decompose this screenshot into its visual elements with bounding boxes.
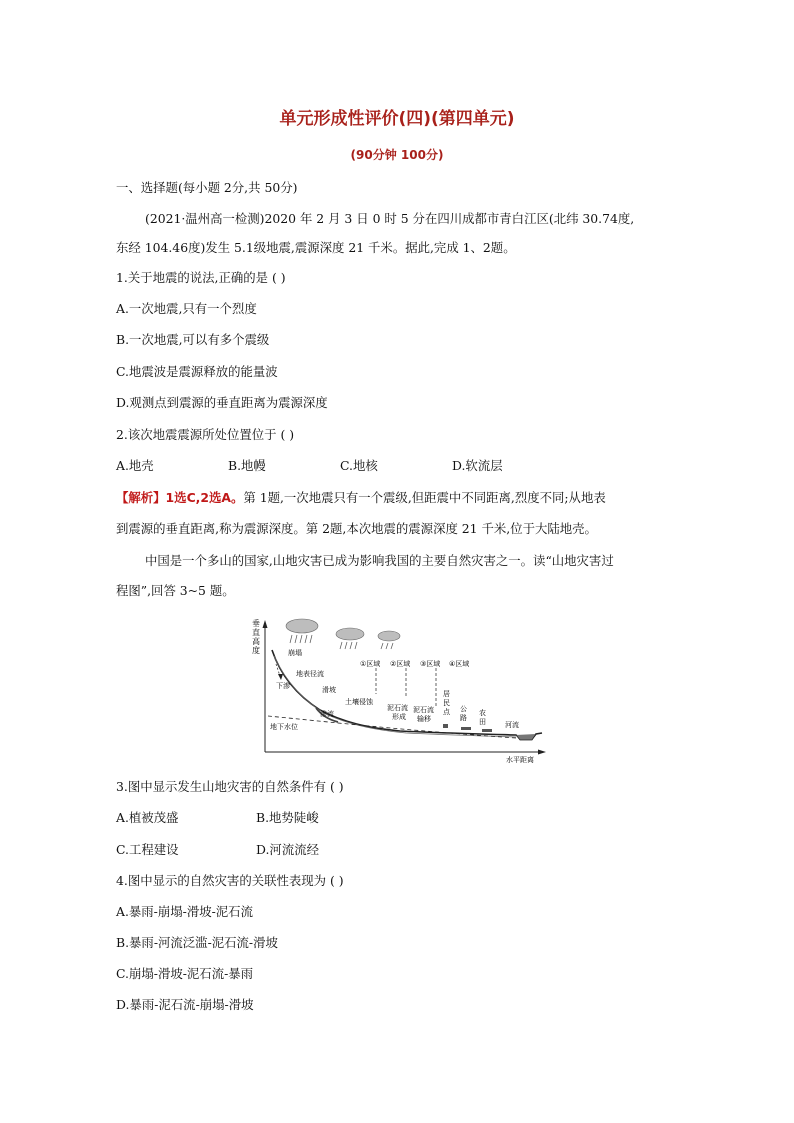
label-road-1: 公 [460, 705, 467, 713]
question-1-option-b: B.一次地震,可以有多个震级 [116, 332, 270, 347]
analysis-line2: 到震源的垂直距离,称为震源深度。第 2题,本次地震的震源深度 21 千米,位于大陆地壳。 [116, 521, 597, 536]
question-4-option-b: B.暴雨-河流泛滥-泥石流-滑坡 [116, 935, 278, 950]
zone-dividers [376, 668, 436, 708]
y-axis-arrow [263, 620, 268, 628]
label-river: 河流 [505, 721, 519, 729]
zone-4-label: ④区域 [449, 660, 470, 668]
question-3-stem: 3.图中显示发生山地灾害的自然条件有 ( ) [116, 779, 344, 794]
label-farmland-1: 农 [479, 709, 486, 717]
passage1-line2: 东经 104.46度)发生 5.1级地震,震源深度 21 千米。据此,完成 1、2题。 [116, 240, 516, 255]
label-farmland-2: 田 [479, 718, 486, 726]
analysis-label: 【解析】1选C,2选A。 [116, 490, 244, 505]
analysis-text: 第 1题,一次地震只有一个震级,但距震中不同距离,烈度不同;从地表 [243, 490, 606, 505]
label-groundwater: 地下水位 [270, 723, 298, 731]
zone-3-label: ③区域 [420, 660, 441, 668]
label-residence-1: 居 [443, 690, 450, 698]
river-channel [516, 734, 536, 740]
section-heading: 一、选择题(每小题 2分,共 50分) [116, 180, 298, 195]
question-3-option-b: B.地势陡峻 [256, 810, 319, 825]
question-2-options [116, 456, 716, 476]
question-3-option-c: C.工程建设 [116, 842, 179, 857]
question-4-option-c: C.崩塌-滑坡-泥石流-暴雨 [116, 966, 254, 981]
question-1-stem: 1.关于地震的说法,正确的是 ( ) [116, 270, 286, 285]
label-debris-formation-1: 泥石流 [387, 704, 408, 712]
label-infiltration: 下渗 [276, 682, 290, 690]
question-3-options-row2 [116, 840, 716, 860]
zone-2-label: ②区域 [390, 660, 411, 668]
question-3-option-a: A.植被茂盛 [116, 810, 179, 825]
x-axis-label: 水平距离 [506, 756, 534, 764]
rain-cloud-1 [286, 619, 318, 643]
question-4-stem: 4.图中显示的自然灾害的关联性表现为 ( ) [116, 873, 344, 888]
y-axis-label-4: 度 [252, 646, 260, 655]
question-4-option-d: D.暴雨-泥石流-崩塌-滑坡 [116, 997, 254, 1012]
question-1-option-a: A.一次地震,只有一个烈度 [116, 301, 257, 316]
question-4-option-a: A.暴雨-崩塌-滑坡-泥石流 [116, 904, 253, 919]
page-title: 单元形成性评价(四)(第四单元) [279, 109, 515, 129]
road-marker [461, 727, 471, 730]
question-3-option-d: D.河流流经 [256, 842, 319, 857]
farmland-marker [482, 729, 492, 732]
x-axis-arrow [538, 750, 546, 755]
question-2-stem: 2.该次地震震源所处位置位于 ( ) [116, 427, 295, 442]
y-axis-label-2: 直 [252, 628, 260, 637]
label-road-2: 路 [460, 714, 467, 722]
label-residence-3: 点 [443, 708, 450, 716]
zone-1-label: ①区域 [360, 660, 381, 668]
rain-cloud-3 [378, 631, 400, 649]
question-2-option-a: A.地壳 [116, 458, 154, 473]
question-1-option-c: C.地震波是震源释放的能量波 [116, 364, 278, 379]
question-2-option-c: C.地核 [340, 458, 378, 473]
y-axis-label-3: 高 [252, 637, 260, 646]
question-2-option-b: B.地幔 [228, 458, 266, 473]
infiltration-arrowhead [278, 674, 283, 680]
analysis-line1 [116, 488, 716, 508]
y-axis-label-1: 垂 [252, 619, 260, 628]
label-debris-transport-1: 泥石流 [413, 706, 434, 714]
label-soil-erosion: 土壤侵蚀 [345, 698, 373, 706]
label-seepage: 渗流 [320, 710, 334, 718]
passage2-line1: 中国是一个多山的国家,山地灾害已成为影响我国的主要自然灾害之一。读“山地灾害过 [145, 553, 614, 568]
rain-cloud-2 [336, 628, 364, 649]
label-surface-runoff: 地表径流 [296, 670, 324, 678]
mountain-disaster-diagram [250, 612, 550, 764]
label-debris-formation-2: 形成 [392, 713, 406, 721]
question-1-option-d: D.观测点到震源的垂直距离为震源深度 [116, 395, 328, 410]
passage2-line2: 程图”,回答 3~5 题。 [116, 583, 235, 598]
question-3-options-row1 [116, 808, 716, 828]
residence-marker [443, 724, 448, 728]
exam-duration-score: (90分钟 100分) [350, 148, 444, 162]
passage1-line1: (2021·温州高一检测)2020 年 2 月 3 日 0 时 5 分在四川成都市青白江区(北纬 30.74度, [145, 211, 635, 226]
label-debris-transport-2: 输移 [417, 715, 431, 723]
label-collapse: 崩塌 [288, 649, 302, 657]
label-landslide: 滑坡 [322, 686, 336, 694]
label-residence-2: 民 [443, 699, 450, 707]
question-2-option-d: D.软流层 [452, 458, 503, 473]
